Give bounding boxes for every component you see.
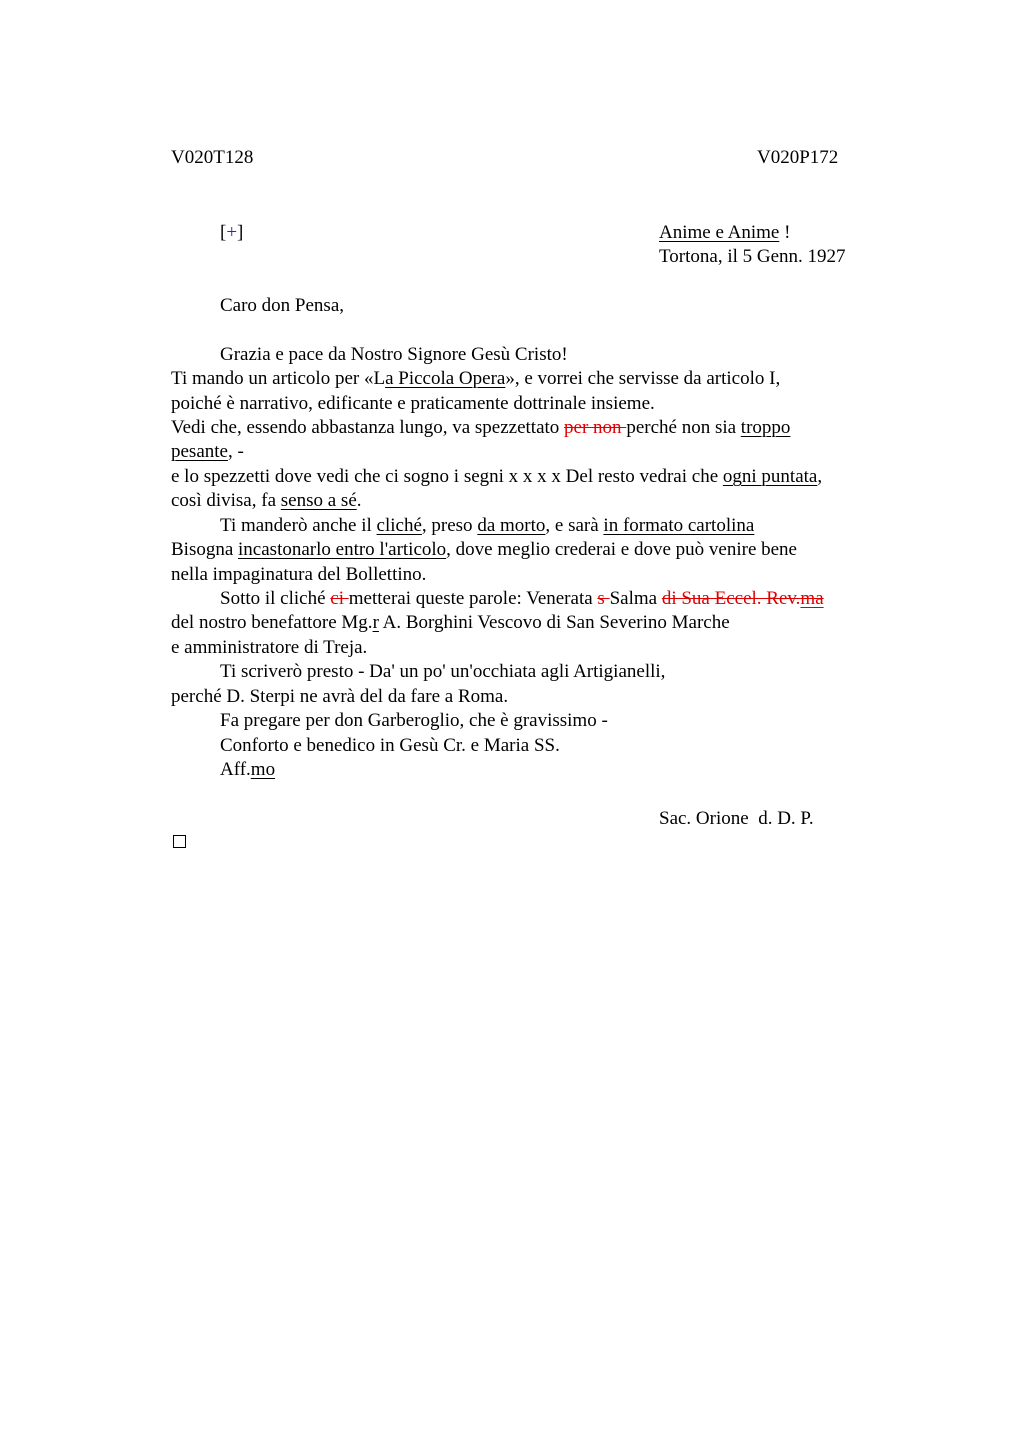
deleted-text: di Sua Eccel. Rev. [661, 588, 801, 609]
body-line: Fa pregare per don Garberoglio, che è gravissimo - [220, 710, 608, 731]
body-line: e lo spezzetti dove vedi che ci sogno i segni x x x x Del resto vedrai che ogni puntata, [171, 466, 823, 487]
cross-icon: + [226, 222, 238, 243]
motto-text: Anime e Anime [659, 222, 780, 243]
body-line: Ti manderò anche il cliché, preso da morto, e sarà in formato cartolina [220, 515, 755, 536]
end-marker-box-icon [173, 835, 186, 848]
cross-mark: [+] [220, 222, 244, 243]
body-line: e amministratore di Treja. [171, 637, 368, 658]
body-line: così divisa, fa senso a sé. [171, 490, 362, 511]
body-line: del nostro benefattore Mg.r A. Borghini Vescovo di San Severino Marche [171, 612, 730, 633]
closing: Aff.mo [220, 759, 276, 780]
body-line: nella impaginatura del Bollettino. [171, 564, 427, 585]
body-line: poiché è narrativo, edificante e praticamente dottrinale insieme. [171, 393, 655, 414]
body-line: Conforto e benedico in Gesù Cr. e Maria SS. [220, 735, 560, 756]
deleted-text: ci [330, 588, 349, 609]
body-line: perché D. Sterpi ne avrà del da fare a Roma. [171, 686, 509, 707]
document-code-right: V020P172 [757, 147, 839, 168]
deleted-text: per non [564, 417, 627, 438]
body-line: pesante, - [171, 441, 244, 462]
body-line: Vedi che, essendo abbastanza lungo, va spezzettato per non perché non sia troppo [171, 417, 791, 438]
body-line: Bisogna incastonarlo entro l'articolo, dove meglio crederai e dove può venire bene [171, 539, 797, 560]
place-date: Tortona, il 5 Genn. 1927 [659, 246, 846, 267]
deleted-text: s [597, 588, 610, 609]
signature: Sac. Orione d. D. P. [659, 808, 814, 829]
motto: Anime e Anime ! [659, 222, 791, 243]
greeting: Grazia e pace da Nostro Signore Gesù Cristo! [220, 344, 568, 365]
body-line: Ti scriverò presto - Da' un po' un'occhiata agli Artigianelli, [220, 661, 666, 682]
body-line: Ti mando un articolo per «La Piccola Opera», e vorrei che servisse da articolo I, [171, 368, 781, 389]
deleted-text: ma [800, 588, 824, 609]
body-line: Sotto il cliché ci metterai queste parole: Venerata s Salma di Sua Eccel. Rev.ma [220, 588, 824, 609]
document-code-left: V020T128 [171, 147, 254, 168]
salutation: Caro don Pensa, [220, 295, 345, 316]
